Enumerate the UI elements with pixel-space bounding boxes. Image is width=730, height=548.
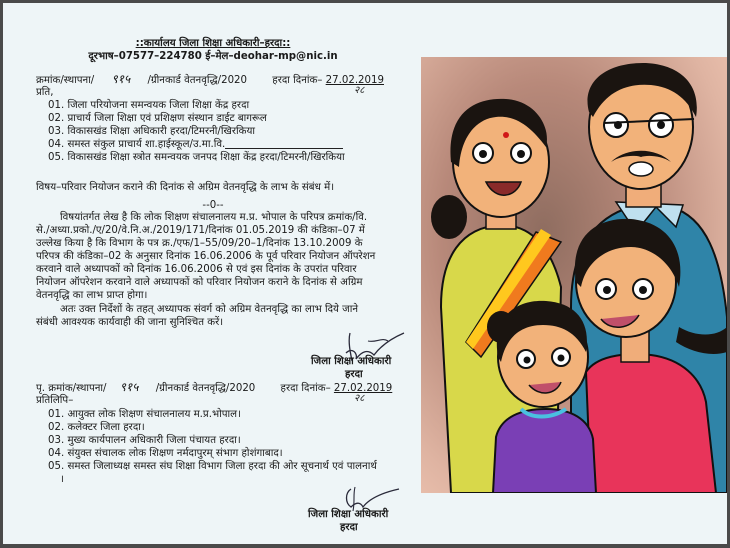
recipient-item: 01. जिला परियोजना समन्वयक जिला शिक्षा केंद्र हरदा xyxy=(48,100,250,111)
ref-suffix: /ग्रीनकार्ड वेतनवृद्धि/2020 xyxy=(155,383,256,394)
blank-line xyxy=(225,140,343,149)
subject-line: विषय–परिवार नियोजन कराने की दिनांक से अग्रिम वेतनवृद्धि के लाभ के संबंध में। xyxy=(36,182,335,193)
copy-recipient-item: । xyxy=(60,474,64,485)
body-line: परिपत्र की कंडिका–02 के अनुसार दिनांक 16.06.2006 के पूर्व परिवार नियोजन ऑपरेशन xyxy=(36,251,376,262)
letter-date: 27.02.2019 xyxy=(325,75,384,86)
ref-line xyxy=(36,73,384,87)
body-line: से./अध्या.प्रको./ए/20/वे.नि.अ./2019/171/दिनांक 01.05.2019 की कंडिका–07 में xyxy=(36,225,365,236)
family-illustration xyxy=(421,57,727,493)
copy-recipient-item: 01. आयुक्त लोक शिक्षण संचालनालय म.प्र.भोपाल। xyxy=(48,409,241,420)
copy-recipient-item: 03. मुख्य कार्यपालन अधिकारी जिला पंचायत हरदा। xyxy=(48,435,241,446)
office-title: ::कार्यालय जिला शिक्षा अधिकारी–हरदा:: xyxy=(135,38,291,49)
family-cartoon-icon xyxy=(421,57,727,493)
body-line: विषयांतर्गत लेख है कि लोक शिक्षण संचालनालय म.प्र. भोपाल के परिपत्र क्रमांक/वि. xyxy=(60,212,368,223)
ref-suffix: /ग्रीनकार्ड वेतनवृद्धि/2020 xyxy=(147,75,248,86)
closing-line: अतः उक्त निर्देशों के तहत् अध्यापक संवर्ग को अग्रिम वेतनवृद्धि का लाभ दिये जाने xyxy=(60,304,359,315)
recipient-item xyxy=(48,138,343,151)
signatory-place: हरदा xyxy=(345,369,363,380)
copy-recipient-item: 04. संयुक्त संचालक लोक शिक्षण नर्मदापुरम् संभाग होशंगाबाद। xyxy=(48,448,283,459)
letter-document xyxy=(3,3,423,544)
body-line: करवाने वाले अध्यापकों को दिनांक 16.06.2006 से एवं इस दिनांक के उपरांत परिवार xyxy=(36,264,357,275)
ref-prefix: पृ. क्रमांक/स्थापना/ xyxy=(36,383,107,394)
recipient-item: 05. विकासखंड शिक्षा स्त्रोत समन्वयक जनपद शिक्षा केंद्र हरदा/टिमरनी/खिरकिया xyxy=(48,152,345,163)
place-date-label: हरदा दिनांक– xyxy=(280,383,331,394)
separator: --0-- xyxy=(202,200,224,211)
date-mark: २८ xyxy=(354,85,365,96)
copy-recipient-item: 02. कलेक्टर जिला हरदा। xyxy=(48,422,145,433)
recipient-text: 04. समस्त संकुल प्राचार्य शा.हाईस्कूल/उ.मा.वि. xyxy=(48,139,226,150)
place-date-label: हरदा दिनांक– xyxy=(272,75,323,86)
recipient-item: 02. प्राचार्य जिला शिक्षा एवं प्रशिक्षण संस्थान डाईट बागरूल xyxy=(48,113,267,124)
signatory-place: हरदा xyxy=(340,522,358,533)
copy-recipient-item: 05. समस्त जिलाध्यक्ष समस्त संघ शिक्षा विभाग जिला हरदा की ओर सूचनार्थ एवं पालनार्थ xyxy=(48,461,377,472)
ref-number: ९१५ xyxy=(111,72,131,86)
office-contact: दूरभाष–07577–224780 ई–मेल–deohar-mp@nic.in xyxy=(88,51,338,62)
body-line: वेतनवृद्धि का लाभ प्राप्त होगा। xyxy=(36,290,148,301)
document-page xyxy=(3,3,727,544)
ref-prefix: क्रमांक/स्थापना/ xyxy=(36,75,95,86)
copy-ref-line xyxy=(36,381,392,395)
signatory-title: जिला शिक्षा अधिकारी xyxy=(308,509,389,520)
letter-date: 27.02.2019 xyxy=(333,383,393,394)
ref-number: ९१५ xyxy=(119,380,139,394)
to-label: प्रति, xyxy=(36,87,54,98)
body-line: नियोजन ऑपरेशन करवाने वाले अध्यापकों को परिवार नियोजन कराने के दिनांक से अग्रिम xyxy=(36,277,363,288)
date-mark: २८ xyxy=(354,393,365,404)
body-line: उल्लेख किया है कि विभाग के पत्र क्र./एफ/1–55/09/20–1/दिनांक 13.10.2009 के xyxy=(36,238,363,249)
recipient-item: 03. विकासखंड शिक्षा अधिकारी हरदा/टिमरनी/खिरकिया xyxy=(48,126,256,137)
copy-label: प्रतिलिपि– xyxy=(36,395,74,406)
signatory-title: जिला शिक्षा अधिकारी xyxy=(311,356,392,367)
closing-line: संबंधी आवश्यक कार्यवाही की जाना सुनिश्चित करें। xyxy=(36,317,224,328)
